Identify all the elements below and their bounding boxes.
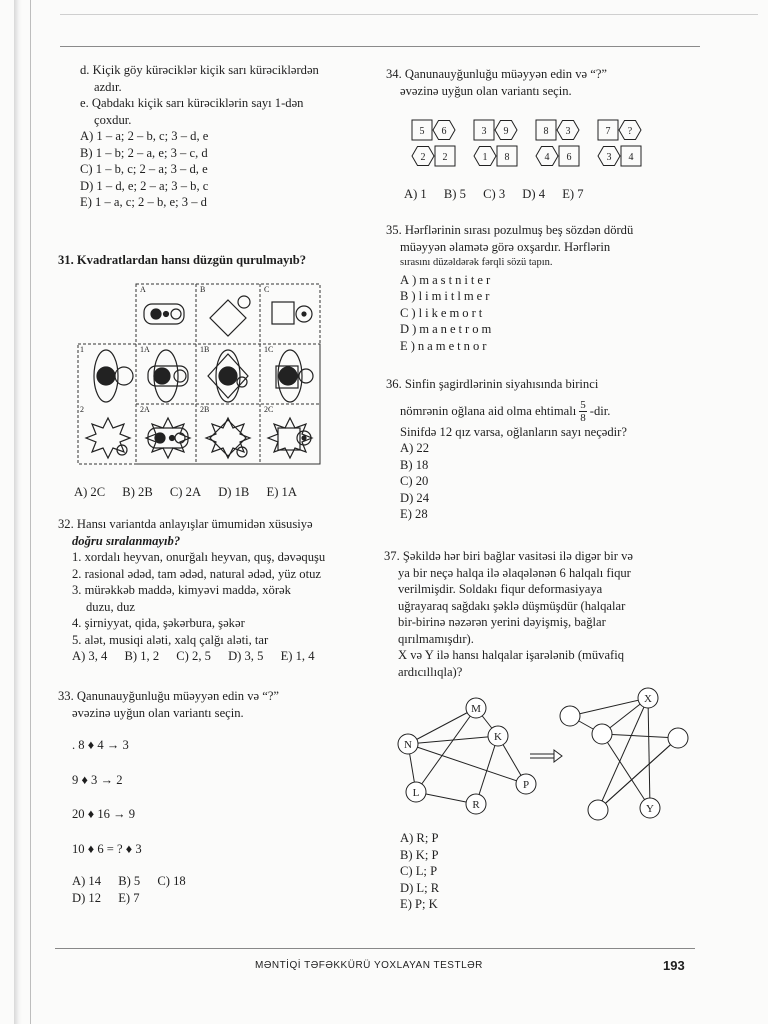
grid-label-1C: 1C: [264, 345, 274, 354]
q33-line: 9 ♦ 3 → 2: [72, 772, 123, 787]
q31-block: [58, 252, 368, 269]
grid-label-2A: 2A: [140, 405, 150, 414]
q37-line: X və Y ilə hansı halqalar işarələnib (müvafiq: [398, 648, 625, 662]
ring-node-label: M: [471, 703, 481, 715]
ring-node: [560, 706, 580, 726]
q35-option-c: C)likemort: [400, 305, 486, 320]
q33-line: . 8 ♦ 4 → 3: [72, 738, 129, 752]
q32-item: 3. mürəkkəb maddə, kimyəvi maddə, xörək: [72, 583, 291, 597]
q31-option-c: C) 2A: [169, 485, 202, 499]
footer-rule: [55, 948, 695, 949]
q30-item-e: e. Qabdakı kiçik sarı kürəciklərin sayı 1-dən: [80, 96, 304, 110]
q37-block: [384, 548, 708, 680]
grid-label-C: C: [264, 285, 270, 294]
q33-line: 20 ♦ 16 → 9: [72, 807, 136, 821]
q35-option-b: B)limitlmer: [400, 289, 493, 303]
q33-option-d: D) 12: [72, 890, 102, 905]
q35-block: [386, 222, 706, 354]
q30-item-d-cont: azdır.: [94, 79, 122, 94]
q34-option-c: C) 3: [483, 187, 506, 201]
running-footer: MƏNTİQİ TƏFƏKKÜRÜ YOXLAYAN TESTLƏR: [255, 960, 483, 971]
q36-question: Sinifdə 12 qız varsa, oğlanların sayı neçədir?: [400, 424, 627, 439]
q31-figure-grid: [76, 282, 326, 468]
q31-title: 31. Kvadratlardan hansı düzgün qurulmayıb?: [58, 253, 307, 267]
q37-options: [400, 830, 600, 913]
q34-figure-sequence: [410, 116, 660, 172]
hexagon-number: 6: [441, 126, 447, 137]
q31-option-a: A) 2C: [74, 485, 106, 499]
q37-line: qırılmamışdır).: [398, 631, 474, 646]
q36-title-cont: nömrənin oğlana aid olma ehtimalı: [400, 403, 577, 418]
q37-line: bir-birinə nəzərən yerini dəyişmiş, bağlar: [398, 615, 606, 629]
q30-item-e-cont: çoxdur.: [94, 112, 132, 127]
ring-node-label: L: [412, 787, 420, 799]
q36-fraction: [579, 399, 587, 424]
header-rule: [60, 46, 700, 47]
hexagon-number: 9: [503, 126, 509, 137]
q30-option: E) 1 – a, c; 2 – b, e; 3 – d: [80, 195, 207, 209]
q32-option-d: D) 3, 5: [228, 649, 264, 663]
q32-item-cont: duzu, duz: [86, 599, 135, 614]
square-number: 8: [543, 126, 549, 137]
hexagon-number: 3: [565, 126, 571, 137]
q36-option-d: D) 24: [400, 490, 430, 505]
q36-title: 36. Sinfin şagirdlərinin siyahısında birinci: [386, 377, 599, 391]
q36-option-a: A) 22: [400, 441, 430, 455]
ring-node-label: R: [472, 799, 480, 811]
grid-label-2C: 2C: [264, 405, 274, 414]
q30-item-d: d. Kiçik göy kürəciklər kiçik sarı kürəciklərdən: [80, 63, 319, 77]
q32-option-e: E) 1, 4: [280, 649, 315, 663]
q37-option-c: C) L; P: [400, 864, 438, 878]
q30-option: D) 1 – d, e; 2 – a; 3 – b, c: [80, 178, 209, 193]
q33-title: 33. Qanunauyğunluğu müəyyən edin və “?”: [58, 689, 280, 703]
q32-item: 2. rasional ədəd, tam ədəd, natural ədəd, yüz otuz: [72, 566, 321, 581]
square-number: 3: [481, 126, 487, 137]
q35-title: 35. Hərflərinin sırası pozulmuş beş sözdən dördü: [386, 223, 634, 237]
q37-line: verilmişdir. Soldakı fiqur deformasiyaya: [398, 582, 603, 596]
q36-option-e: E) 28: [400, 507, 428, 521]
square-number: 6: [566, 152, 572, 163]
q33-option-c: C) 18: [157, 874, 186, 888]
square-number: 7: [605, 126, 611, 137]
q34-options: [404, 186, 704, 203]
q37-line: uğrayaraq sağdakı şəklə düşmüşdür (halqalar: [398, 598, 626, 613]
grid-label-2B: 2B: [200, 405, 210, 414]
q32-title: 32. Hansı variantda anlayışlar ümumidən xüsusiyə: [58, 517, 313, 531]
q34-title-cont: əvəzinə uyğun olan variantı seçin.: [400, 83, 572, 98]
q33-option-e: E) 7: [118, 890, 140, 905]
square-number: 4: [628, 152, 634, 163]
grid-label-2: 2: [80, 405, 84, 414]
hexagon-number: 3: [606, 152, 612, 163]
q36-block: [386, 376, 706, 523]
q33-title-cont: əvəzinə uyğun olan variantı seçin.: [72, 705, 244, 720]
fraction-numerator: 5: [580, 398, 586, 411]
q33-option-b: B) 5: [118, 874, 141, 888]
q34-option-b: B) 5: [443, 187, 466, 201]
q34-option-d: D) 4: [522, 187, 546, 201]
q35-title-cont: sırasını düzəldərək fərqli sözü tapın.: [400, 257, 553, 268]
q36-option-b: B) 18: [400, 457, 429, 472]
q35-option-d: D)manetrom: [400, 322, 495, 336]
q36-title-suffix: -dir.: [589, 403, 611, 418]
q37-line: 37. Şəkildə hər biri bağlar vasitəsi ilə digər bir və: [384, 549, 634, 563]
q30-option: C) 1 – b, c; 2 – a; 3 – d, e: [80, 162, 208, 176]
q33-block: [58, 688, 370, 906]
q37-option-d: D) L; R: [400, 880, 440, 895]
q37-line: ya bir neçə halqa ilə əlaqələnən 6 halqalı fiqur: [398, 565, 631, 580]
fraction-denominator: 8: [580, 411, 586, 424]
grid-label-1A: 1A: [140, 345, 150, 354]
q33-line: 10 ♦ 6 = ? ♦ 3: [72, 841, 142, 856]
ring-node-label: X: [644, 693, 652, 705]
hexagon-number: ?: [627, 126, 633, 137]
q31-option-b: B) 2B: [122, 485, 153, 499]
q33-option-a: A) 14: [72, 874, 102, 888]
q31-option-e: E) 1A: [266, 485, 297, 499]
q34-option-a: A) 1: [404, 187, 427, 201]
q34-block: [386, 66, 706, 99]
square-number: 5: [419, 126, 425, 137]
q36-option-c: C) 20: [400, 474, 429, 488]
binding-line: [30, 0, 31, 1024]
q35-title-cont: müəyyən əlamətə görə oxşardır. Hərflərin: [400, 239, 611, 254]
q32-option-b: B) 1, 2: [124, 649, 160, 663]
ring-node-label: Y: [646, 803, 654, 815]
hexagon-number: 2: [420, 152, 426, 163]
square-number: 8: [504, 152, 510, 163]
ring-node-label: P: [522, 779, 530, 791]
q32-option-a: A) 3, 4: [72, 649, 108, 663]
ring-node-label: K: [494, 731, 502, 743]
q34-title: 34. Qanunauyğunluğu müəyyən edin və “?”: [386, 67, 608, 81]
hexagon-number: 4: [544, 152, 550, 163]
hexagon-number: 1: [482, 152, 488, 163]
grid-label-1: 1: [80, 345, 84, 354]
q35-option-e: E)nametnor: [400, 338, 490, 353]
q32-item: 1. xordalı heyvan, onurğalı heyvan, quş, dəvəquşu: [72, 550, 326, 564]
q34-option-e: E) 7: [562, 187, 584, 201]
ring-node: [592, 724, 612, 744]
ring-node: [588, 800, 608, 820]
top-edge-rule: [60, 14, 758, 15]
page-number: 193: [663, 958, 685, 973]
grid-label-B: B: [200, 285, 206, 294]
q37-option-e: E) P; K: [400, 897, 438, 911]
q37-option-a: A) R; P: [400, 831, 439, 845]
grid-label-A: A: [140, 285, 146, 294]
square-number: 2: [442, 152, 448, 163]
q37-line: ardıcıllıqla)?: [398, 664, 463, 679]
q32-block: [58, 516, 370, 665]
q32-item: 4. şirniyyat, qida, şəkərbura, şəkər: [72, 616, 245, 630]
q37-option-b: B) K; P: [400, 847, 439, 862]
q35-option-a: A)mastniter: [400, 272, 494, 287]
q31-options: [74, 484, 374, 501]
q30-option: B) 1 – b; 2 – a, e; 3 – c, d: [80, 145, 208, 160]
ring-node-label: N: [404, 739, 412, 751]
q32-option-c: C) 2, 5: [176, 649, 211, 663]
q32-item: 5. alət, musiqi aləti, xalq çalğı aləti, tar: [72, 632, 269, 647]
ring-node: [668, 728, 688, 748]
page-binding-shadow: [14, 0, 22, 1024]
left-column: [66, 62, 366, 211]
q37-ring-graph: [392, 686, 692, 826]
q30-option: A) 1 – a; 2 – b, c; 3 – d, e: [80, 129, 209, 143]
grid-label-1B: 1B: [200, 345, 210, 354]
q32-title-cont: doğru sıralanmayıb?: [72, 533, 181, 548]
q31-option-d: D) 1B: [218, 485, 250, 499]
